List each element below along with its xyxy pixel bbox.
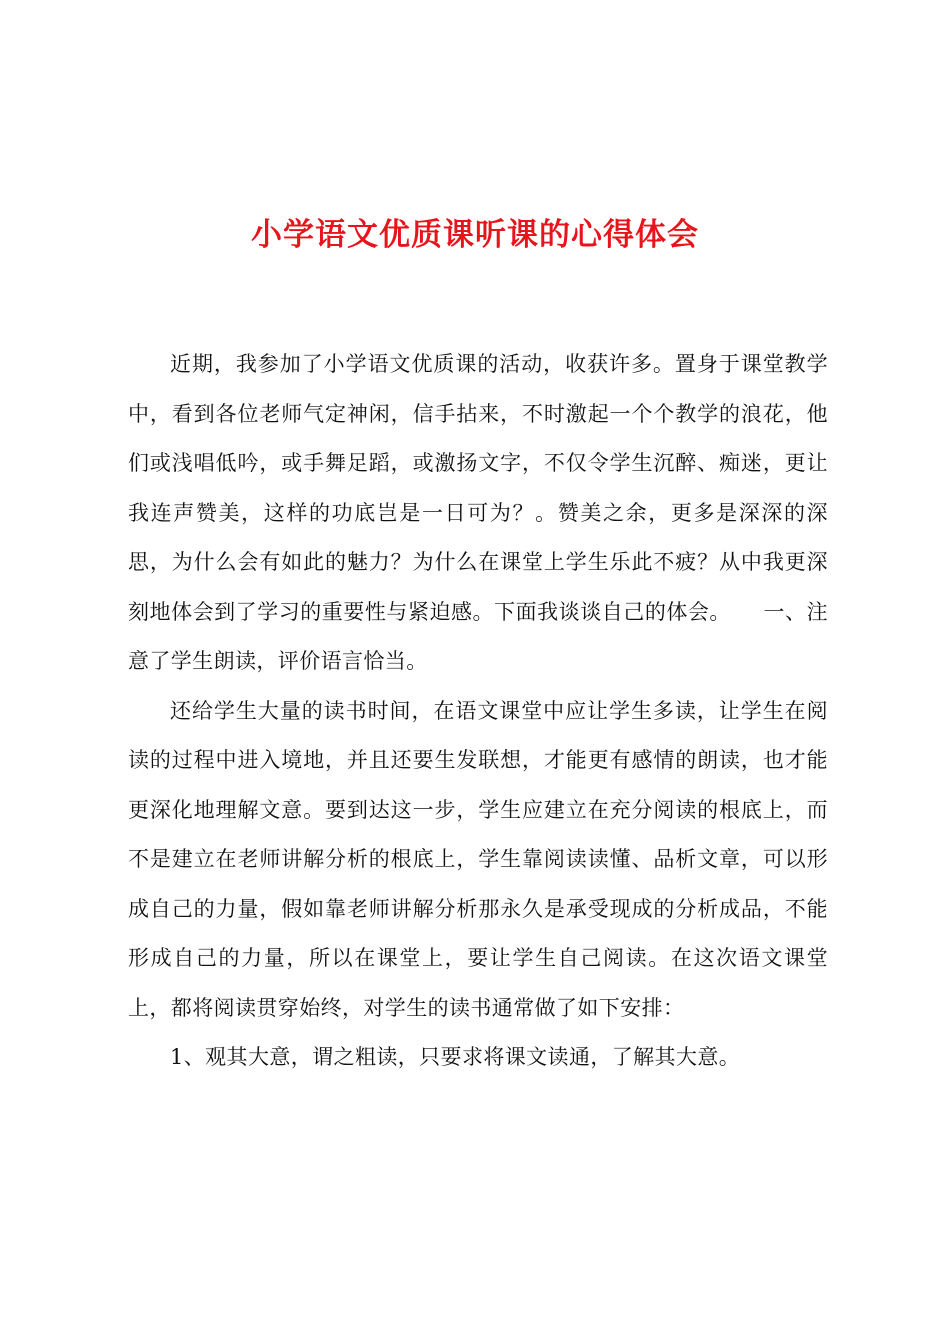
document-title: 小学语文优质课听课的心得体会 bbox=[251, 217, 699, 253]
paragraph: 还给学生大量的读书时间，在语文课堂中应让学生多读，让学生在阅读的过程中进入境地，并且还要生发联想，才能更有感情的朗读，也才能更深化地理解文意。要到达这一步，学生应建立在充分阅读的根底上，而不是建立在老师讲解分析的根底上，学生靠阅读读懂、品析文章，可以形成自己的力量，假如靠老师讲解分析那永久是承受现成的分析成品，不能形成自己的力量，所以在课堂上，要让学生自己阅读。在这次语文课堂上，都将阅读贯穿始终，对学生的读书通常做了如下安排： bbox=[128, 698, 828, 1020]
document-body bbox=[128, 340, 828, 1083]
paragraph: 近期，我参加了小学语文优质课的活动，收获许多。置身于课堂教学中，看到各位老师气定神闲，信手拈来，不时激起一个个教学的浪花，他们或浅唱低吟，或手舞足蹈，或激扬文字，不仅令学生沉醉、痴迷，更让我连声赞美，这样的功底岂是一日可为？。赞美之余，更多是深深的深思，为什么会有如此的魅力？为什么在课堂上学生乐此不疲？从中我更深刻地体会到了学习的重要性与紧迫感。下面我谈谈自己的体会。 一、注意了学生朗读，评价语言恰当。 bbox=[128, 352, 828, 673]
paragraph: 1、观其大意，谓之粗读，只要求将课文读通，了解其大意。 bbox=[170, 1045, 741, 1069]
